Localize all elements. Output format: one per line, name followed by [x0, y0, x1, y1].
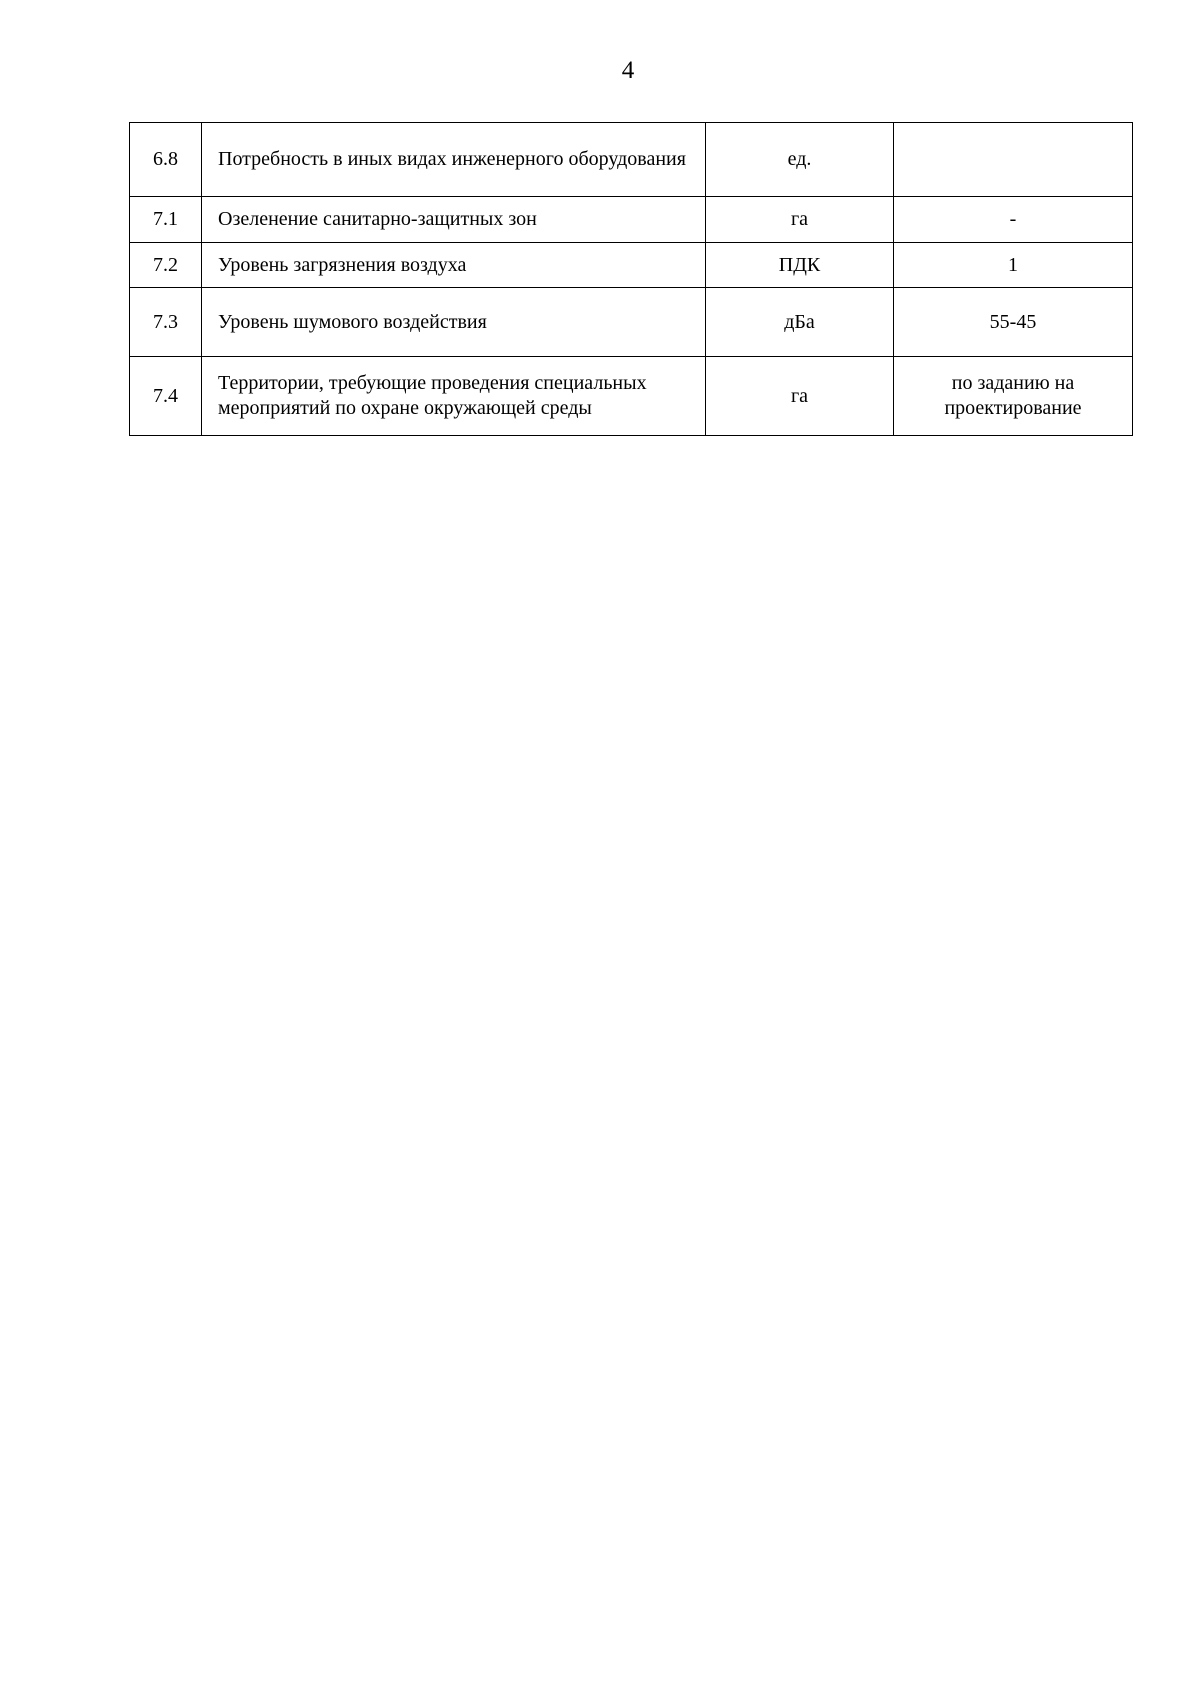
- unit-of-measure: га: [706, 197, 894, 243]
- row-number: 6.8: [130, 123, 202, 197]
- row-number: 7.4: [130, 357, 202, 436]
- row-number: 7.2: [130, 243, 202, 288]
- unit-of-measure: дБа: [706, 288, 894, 357]
- indicators-table: [129, 122, 1133, 436]
- table-row: [130, 197, 1133, 243]
- page-number: 4: [621, 57, 635, 84]
- indicator-value: -: [894, 197, 1133, 243]
- indicator-name: Потребность в иных видах инженерного оборудования: [202, 123, 706, 197]
- table-row: [130, 288, 1133, 357]
- indicator-name: Озеленение санитарно-защитных зон: [202, 197, 706, 243]
- unit-of-measure: га: [706, 357, 894, 436]
- indicator-name: Территории, требующие проведения специальных мероприятий по охране окружающей среды: [202, 357, 706, 436]
- indicator-name: Уровень загрязнения воздуха: [202, 243, 706, 288]
- table-row: [130, 123, 1133, 197]
- table-row: [130, 357, 1133, 436]
- unit-of-measure: ПДК: [706, 243, 894, 288]
- indicator-value: по заданию на проектирование: [894, 357, 1133, 436]
- indicator-value: 55-45: [894, 288, 1133, 357]
- row-number: 7.1: [130, 197, 202, 243]
- table-row: [130, 243, 1133, 288]
- indicator-name: Уровень шумового воздействия: [202, 288, 706, 357]
- indicator-value: 1: [894, 243, 1133, 288]
- unit-of-measure: ед.: [706, 123, 894, 197]
- indicator-value: [894, 123, 1133, 197]
- row-number: 7.3: [130, 288, 202, 357]
